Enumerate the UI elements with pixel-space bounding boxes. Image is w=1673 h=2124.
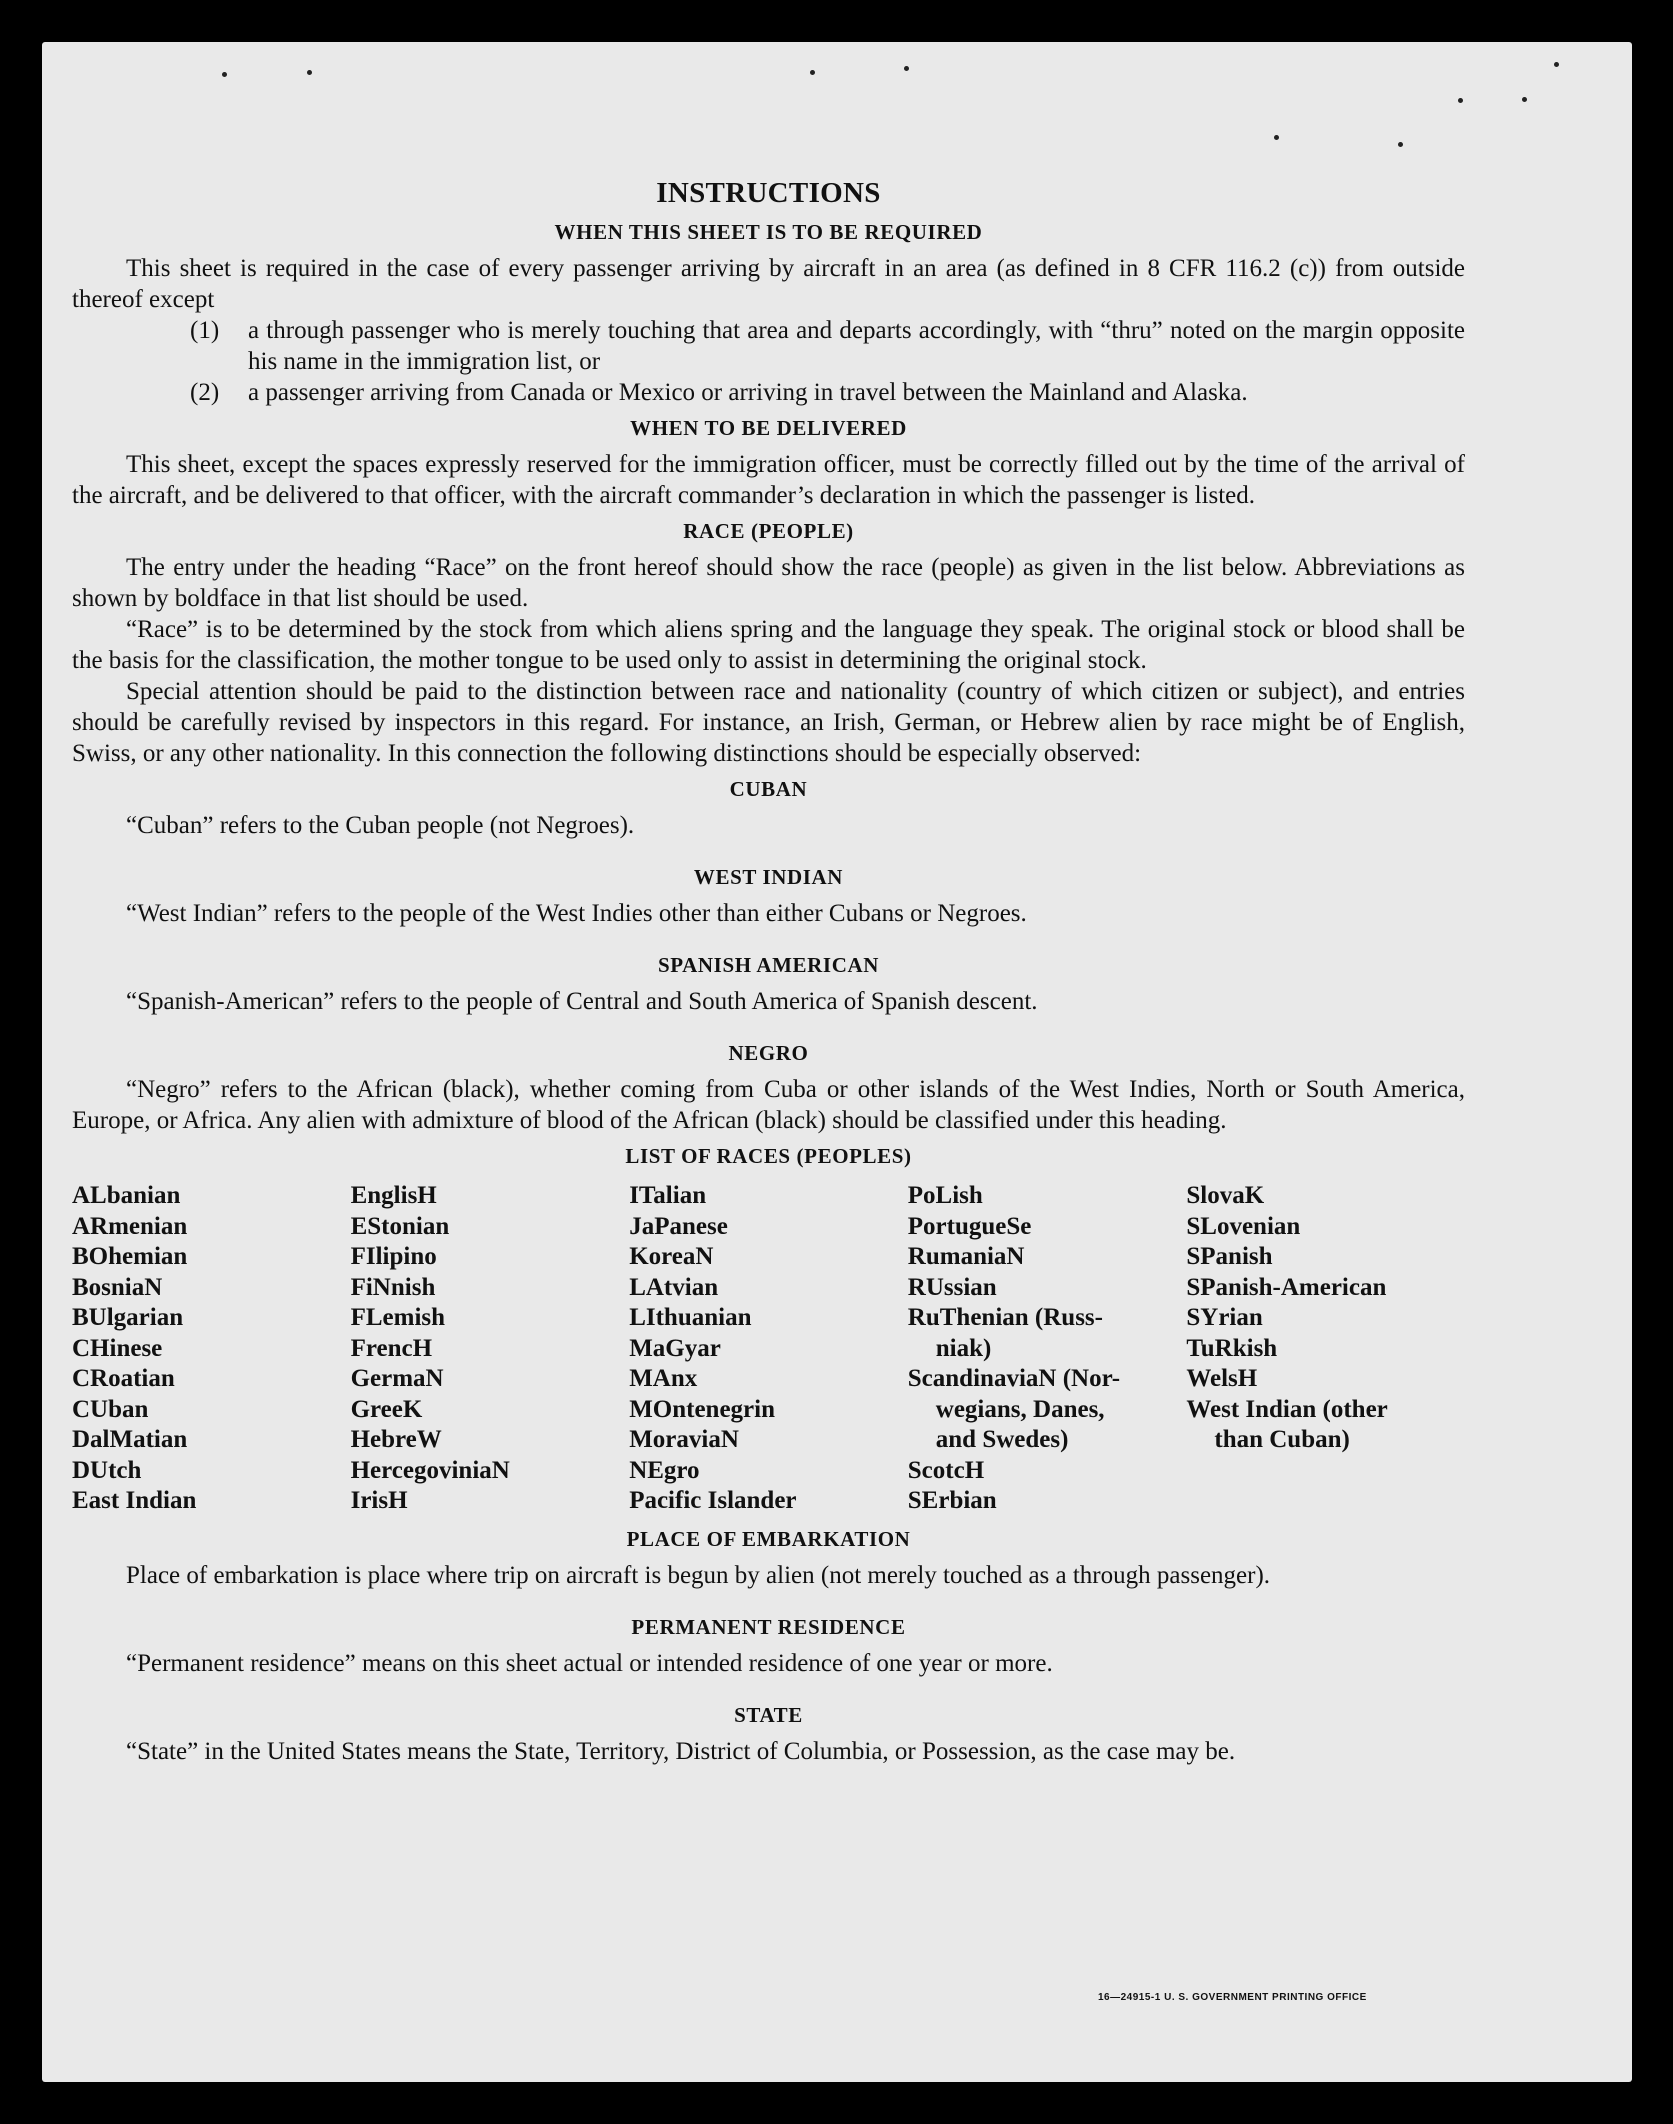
race-entry: BOhemian [72,1243,188,1270]
section-heading-state: STATE [734,1702,803,1727]
negro-text: “Negro” refers to the African (black), whether coming from Cuba or other islands of the West Indies, North or South America, Europe, or Africa. Any alien with admixture of blood of the African (black) should be classified under this heading. [72,1076,1465,1134]
exception-item [72,377,1465,408]
races-column [629,1181,908,1517]
race-entry: DalMatian [72,1426,188,1453]
scan-speck [307,70,312,75]
race-entry: SPanish [1186,1243,1273,1270]
scan-speck [1274,135,1279,140]
races-column [908,1181,1187,1517]
residence-text: “Permanent residence” means on this sheet actual or intended residence of one year or more. [126,1649,1053,1677]
required-intro: This sheet is required in the case of every passenger arriving by aircraft in an area (as defined in 8 CFR 116.2 (c)) from outside thereof except [72,255,1465,313]
race-entry: KoreaN [629,1243,714,1270]
race-entry: GermaN [350,1365,444,1392]
exception-item [72,315,1465,377]
race-entry: CHinese [72,1334,163,1362]
race-entry: FIlipino [350,1243,437,1270]
spanish-american-text: “Spanish-American” refers to the people of Central and South America of Spanish descent. [126,988,1038,1015]
west-indian-text: “West Indian” refers to the people of the West Indies other than either Cubans or Negroes. [126,900,1027,927]
races-column [1186,1181,1465,1517]
section-heading-list: LIST OF RACES (PEOPLES) [625,1144,912,1168]
race-entry: MOntenegrin [629,1395,776,1423]
races-column [351,1181,630,1517]
race-entry-continuation: and Swedes) [935,1426,1069,1453]
race-entry: EnglisH [350,1182,437,1209]
race-entry: EStonian [350,1212,450,1240]
race-entry: PoLish [907,1182,983,1209]
race-entry-continuation: than Cuban) [1214,1426,1350,1453]
embarkation-text: Place of embarkation is place where trip on aircraft is begun by alien (not merely touched as a through passenger). [126,1561,1271,1589]
scan-speck [1458,98,1463,103]
race-entry: BUlgarian [72,1304,184,1331]
race-entry: WelsH [1186,1365,1258,1392]
race-paragraph-3: Special attention should be paid to the distinction between race and nationality (country of which citizen or subject), and entries should be carefully revised by inspectors in this regard. For instance, an Irish, German, or Hebrew alien by race might be of English, Swiss, or any other nationality. In this connection the following distinctions should be especially observed: [72,678,1465,767]
race-entry: ARmenian [72,1212,188,1240]
section-heading-embarkation: PLACE OF EMBARKATION [626,1526,911,1551]
race-entry: ALbanian [72,1182,181,1209]
race-entry: SYrian [1186,1304,1263,1331]
scan-speck [1398,142,1403,147]
race-entry: MAnx [629,1365,698,1392]
section-heading-spanish-american: SPANISH AMERICAN [658,953,879,977]
scan-speck [1522,97,1527,102]
section-heading-race: RACE (PEOPLE) [683,519,854,543]
section-heading-delivered: WHEN TO BE DELIVERED [630,416,907,440]
document-page [42,42,1632,2082]
scan-speck [904,66,909,71]
race-entry: ITalian [629,1182,707,1209]
races-list [72,1181,1465,1517]
race-entry: MoraviaN [629,1426,739,1453]
race-entry: RumaniaN [907,1243,1025,1270]
race-entry: GreeK [350,1395,423,1423]
section-heading-required: WHEN THIS SHEET IS TO BE REQUIRED [554,220,983,244]
race-entry: RUssian [907,1273,997,1301]
race-entry: JaPanese [629,1212,728,1240]
section-heading-residence: PERMANENT RESIDENCE [631,1614,906,1639]
scan-speck [222,72,227,77]
race-entry: LIthuanian [629,1304,752,1331]
race-entry: East Indian [72,1487,197,1514]
section-heading-negro: NEGRO [728,1041,809,1065]
race-entry: NEgro [629,1456,700,1484]
item-text: a passenger arriving from Canada or Mexico or arriving in travel between the Mainland and Alaska. [248,379,1248,406]
race-entry: LAtvian [629,1273,719,1301]
race-entry: FiNnish [350,1273,436,1301]
race-entry-continuation: wegians, Danes, [935,1395,1105,1423]
race-entry: HebreW [350,1426,442,1453]
race-entry: West Indian (other [1186,1395,1388,1423]
race-entry-continuation: niak) [935,1334,992,1362]
printing-office-footer: 16—24915-1 U. S. GOVERNMENT PRINTING OFFICE [1098,1992,1367,2003]
race-entry: PortugueSe [907,1212,1032,1240]
race-entry: TuRkish [1186,1334,1278,1362]
race-entry: RuThenian (Russ- [907,1304,1103,1331]
race-entry: Pacific Islander [629,1487,797,1514]
races-column [72,1181,351,1517]
scan-speck [810,70,815,75]
race-entry: FLemish [350,1304,446,1331]
section-heading-west-indian: WEST INDIAN [693,865,844,889]
race-entry: SLovenian [1186,1212,1301,1240]
race-paragraph-1: The entry under the heading “Race” on the front hereof should show the race (people) as given in the list below. Abbreviations as shown by boldface in that list should be used. [72,554,1465,612]
race-paragraph-2: “Race” is to be determined by the stock from which aliens spring and the language they speak. The original stock or blood shall be the basis for the classification, the mother tongue to be used only to assist in determining the original stock. [72,616,1465,674]
race-entry: MaGyar [629,1334,721,1362]
item-number: (2) [190,379,220,406]
item-text: a through passenger who is merely touching that area and departs accordingly, with “thru” noted on the margin opposite his name in the immigration list, or [248,317,1465,375]
race-entry: SPanish-American [1186,1273,1387,1301]
race-entry: SlovaK [1186,1182,1265,1209]
scan-speck [1554,62,1559,67]
race-entry: BosniaN [72,1273,163,1301]
race-entry: IrisH [350,1487,408,1514]
race-entry: DUtch [72,1456,142,1484]
section-heading-cuban: CUBAN [729,777,808,801]
race-entry: CRoatian [72,1365,175,1392]
race-entry: ScandinaviaN (Nor- [907,1365,1121,1392]
instructions-content [72,177,1465,1767]
race-entry: SErbian [907,1487,997,1514]
document-title: INSTRUCTIONS [656,177,881,209]
delivered-text: This sheet, except the spaces expressly reserved for the immigration officer, must be correctly filled out by the time of the arrival of the aircraft, and be delivered to that officer, with the aircraft commander’s declaration in which the passenger is listed. [72,451,1465,509]
race-entry: HercegoviniaN [350,1456,510,1484]
item-number: (1) [190,317,220,344]
race-entry: FrencH [350,1334,433,1362]
race-entry: ScotcH [907,1456,985,1484]
state-text: “State” in the United States means the State, Territory, District of Columbia, or Possession, as the case may be. [126,1737,1236,1765]
race-entry: CUban [72,1395,149,1423]
cuban-text: “Cuban” refers to the Cuban people (not Negroes). [126,812,635,839]
